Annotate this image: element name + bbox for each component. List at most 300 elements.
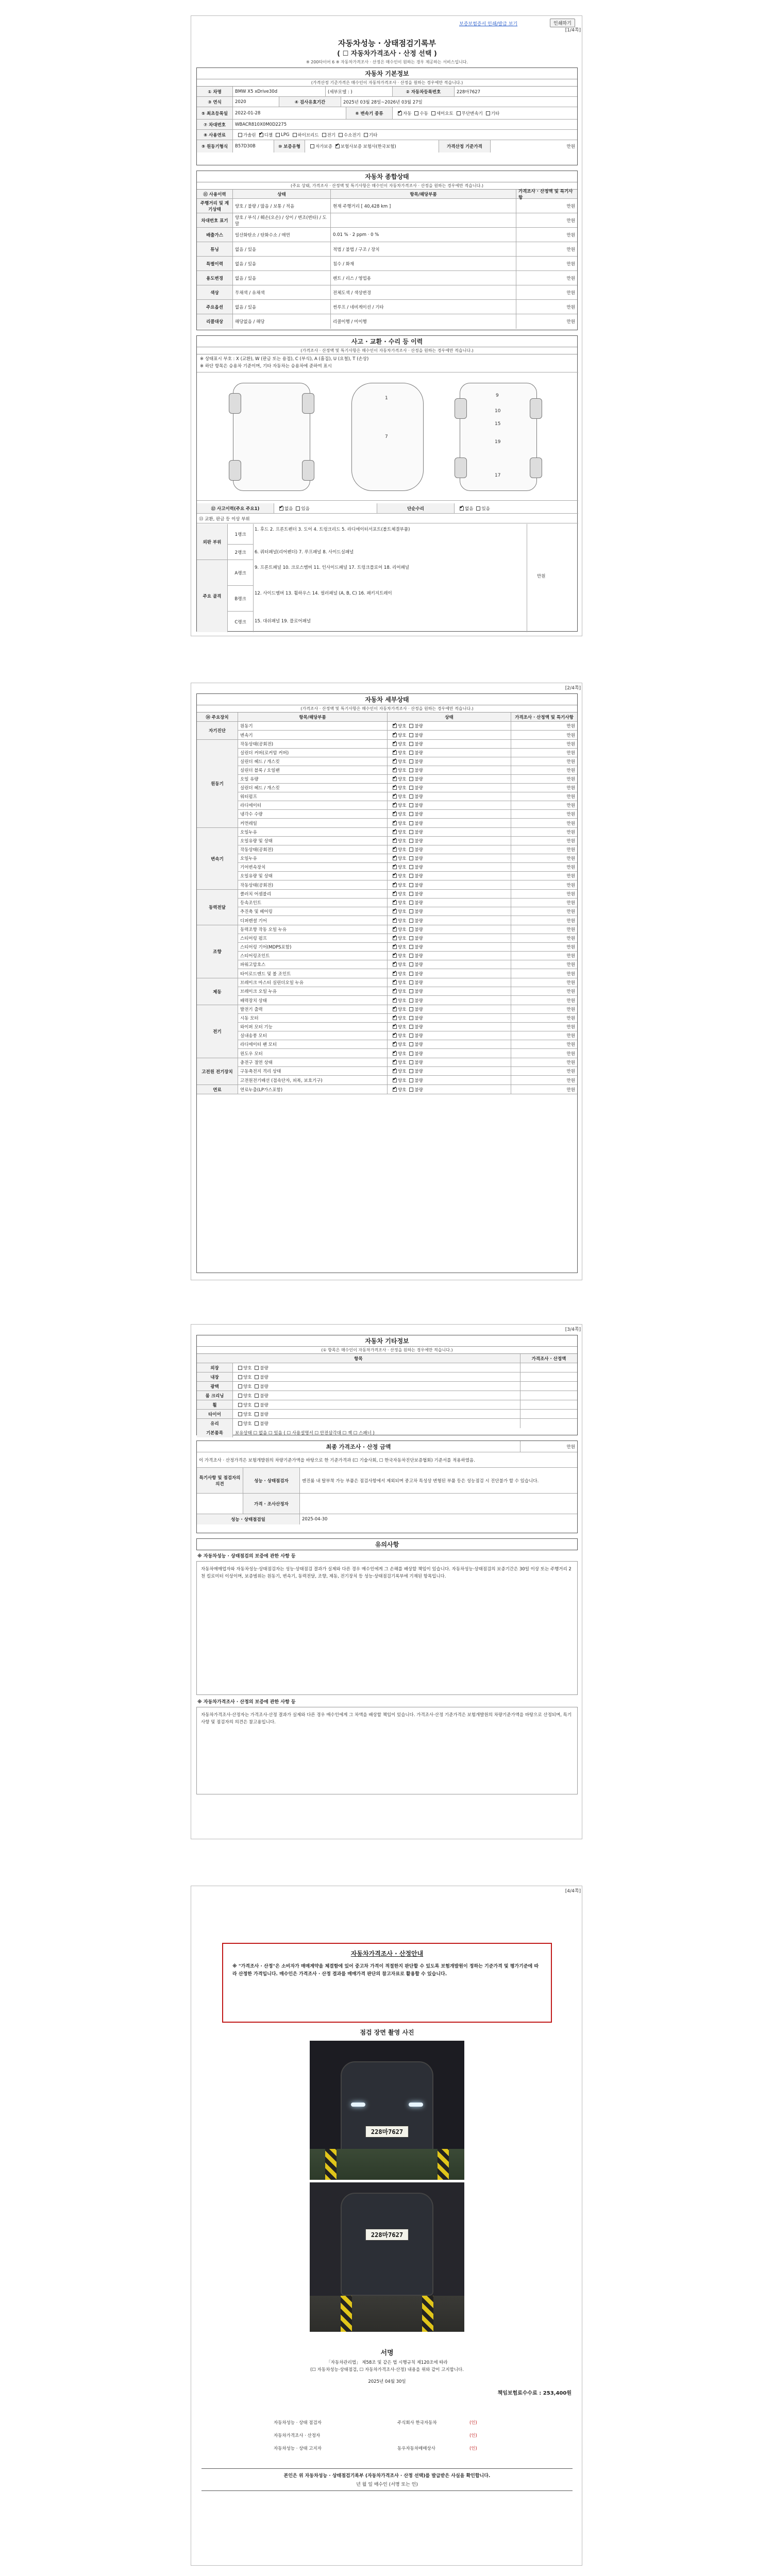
other-note: (① 항목은 매수인이 자동차가격조사 · 산정을 원하는 경우에만 적습니다.) — [197, 1347, 577, 1354]
rankC-items: 15. 대쉬패널 19. 플로어패널 — [255, 619, 311, 624]
state-good-checkbox[interactable] — [393, 803, 397, 807]
state-good-checkbox[interactable] — [238, 1366, 242, 1370]
state-bad-checkbox[interactable] — [409, 945, 413, 949]
plate-front: 228마7627 — [365, 2126, 409, 2138]
state-good-checkbox[interactable] — [393, 768, 397, 772]
state-bad-checkbox[interactable] — [409, 830, 413, 834]
detail-amt: 만원 — [566, 945, 575, 950]
state-bad-checkbox[interactable] — [409, 962, 413, 967]
detail-item: 작동상태(공회전) — [238, 880, 388, 889]
state-bad-checkbox[interactable] — [255, 1421, 259, 1426]
state-bad-checkbox[interactable] — [409, 892, 413, 896]
page-3 — [191, 1324, 582, 1839]
status-row-amt: 만원 — [566, 261, 575, 267]
status-row-item: 썬루프 / 네비게이션 / 기타 — [331, 300, 516, 314]
price-inspector-label: 가격 · 조사산정자 — [243, 1494, 300, 1514]
detail-state: ✔ 양호 불량 — [388, 872, 511, 880]
status-row-item: 전체도색 / 색상변경 — [331, 285, 516, 299]
detail-state: ✔ 양호 불량 — [388, 819, 511, 827]
detail-amt: 만원 — [566, 821, 575, 826]
frame-wheel-4 — [530, 457, 542, 478]
state-bad-checkbox[interactable] — [409, 856, 413, 860]
state-bad-checkbox[interactable] — [409, 1033, 413, 1038]
detail-row — [238, 1049, 577, 1058]
detail-state: ✔ 양호 불량 — [388, 916, 511, 925]
detail-amt: 만원 — [566, 751, 575, 756]
state-good-checkbox[interactable] — [393, 839, 397, 843]
detail-row — [238, 863, 577, 872]
model-year: 2020 — [233, 97, 279, 107]
status-row-state: 해당없음 / 해당 — [233, 314, 331, 329]
state-bad-checkbox[interactable] — [409, 1016, 413, 1020]
detail-group-items — [238, 1085, 577, 1094]
trans-manual-checkbox[interactable] — [414, 111, 418, 115]
status-row-label: 주요옵션 — [197, 300, 233, 314]
detail-group-name: 자기진단 — [197, 722, 238, 739]
wheel-rr — [302, 460, 314, 481]
detail-item: 추진축 및 베어링 — [238, 907, 388, 916]
detail-amt: 만원 — [566, 768, 575, 773]
detail-state: ✔ 양호 불량 — [388, 722, 511, 730]
state-bad-checkbox[interactable] — [409, 919, 413, 923]
detail-row — [238, 890, 577, 899]
detail-group-name: 변속기 — [197, 828, 238, 889]
state-bad-checkbox[interactable] — [409, 1060, 413, 1064]
state-bad-checkbox[interactable] — [409, 972, 413, 976]
sign-date: 2025년 04월 30일 — [368, 2379, 406, 2384]
detail-row — [238, 872, 577, 880]
state-bad-checkbox[interactable] — [409, 1042, 413, 1046]
state-bad-checkbox[interactable] — [255, 1366, 259, 1370]
state-good-checkbox[interactable] — [393, 945, 397, 949]
state-good-checkbox[interactable] — [393, 1033, 397, 1038]
price-guide-title: 자동차가격조사 · 산정안내 — [350, 1950, 424, 1957]
detail-item: 구동축전지 격리 상태 — [238, 1067, 388, 1075]
rank-amount: 만원 — [537, 574, 546, 579]
rankB-items: 12. 사이드멤버 13. 휠하우스 14. 필러패널 (A, B, C) 16. 패키지트레이 — [255, 591, 392, 596]
state-good-checkbox[interactable] — [238, 1375, 242, 1379]
state-bad-checkbox[interactable] — [409, 909, 413, 913]
state-good-checkbox[interactable] — [393, 936, 397, 940]
state-good-checkbox[interactable] — [393, 759, 397, 764]
state-good-checkbox[interactable] — [393, 724, 397, 728]
notice-title: 유의사항 — [196, 1538, 578, 1550]
detail-group-name: 조향 — [197, 925, 238, 978]
detail-group-name: 전기 — [197, 1005, 238, 1058]
state-bad-checkbox[interactable] — [409, 839, 413, 843]
detail-item: 파워고압호스 — [238, 960, 388, 969]
state-bad-checkbox[interactable] — [409, 980, 413, 985]
state-good-checkbox[interactable] — [393, 777, 397, 781]
detail-amt: 만원 — [566, 1078, 575, 1083]
detail-item: 오일 유량 — [238, 775, 388, 783]
detail-amt: 만원 — [566, 927, 575, 933]
detail-group — [197, 978, 577, 1005]
state-good-checkbox[interactable] — [393, 1088, 397, 1092]
state-good-checkbox[interactable] — [393, 989, 397, 993]
detail-amt: 만원 — [566, 1033, 575, 1039]
status-row — [197, 213, 577, 228]
state-good-checkbox[interactable] — [393, 909, 397, 913]
other-row — [197, 1391, 577, 1400]
detail-row — [238, 819, 577, 827]
footer-text-1: 본인은 위 자동차성능 · 상태점검기록부 (자동차가격조사 · 산정 선택)를 발급받은 사실을 확인합니다. — [283, 2473, 491, 2479]
rank1-label: 1랭크 — [228, 524, 254, 545]
state-good-checkbox[interactable] — [393, 1078, 397, 1082]
detail-row — [238, 1023, 577, 1031]
fuel-etc-checkbox[interactable] — [364, 133, 368, 137]
footer-text-2: 년 월 일 매수인 (서명 또는 인) — [356, 2482, 418, 2487]
status-row-label: 튜닝 — [197, 242, 233, 256]
page-number-3: [3/4쪽] — [565, 1327, 581, 1332]
detail-amt: 만원 — [566, 839, 575, 844]
state-good-checkbox[interactable] — [393, 998, 397, 1003]
status-row-label: 색상 — [197, 285, 233, 299]
state-bad-checkbox[interactable] — [409, 874, 413, 878]
warranty-options: 자가보증 ✔ 보험사보증 보험사(한국보험) — [305, 140, 439, 152]
other-row-state: 양호 불량 — [233, 1400, 520, 1409]
state-bad-checkbox[interactable] — [409, 803, 413, 807]
status-note: (주요 상태, 가격조사 · 산정액 및 특기사항은 매수인이 자동차가격조사 · 산정을 원하는 경우에만 적습니다.) — [197, 182, 577, 190]
other-row-label: 광택 — [197, 1382, 233, 1391]
status-row-amt: 만원 — [566, 232, 575, 238]
page-1 — [191, 15, 582, 636]
state-good-checkbox[interactable] — [393, 742, 397, 746]
state-good-checkbox[interactable] — [393, 874, 397, 878]
other-row-amt — [520, 1382, 577, 1391]
fuel-options: 가솔린 ✔ 디젤 LPG 하이브리드 전기 수소전기 기타 — [233, 130, 577, 140]
accident-yes-checkbox[interactable] — [296, 506, 300, 511]
detail-row — [238, 978, 577, 987]
part-number-15: 15 — [495, 421, 501, 427]
state-bad-checkbox[interactable] — [409, 794, 413, 799]
detail-state: ✔ 양호 불량 — [388, 863, 511, 871]
state-bad-checkbox[interactable] — [409, 1025, 413, 1029]
part-number-9: 9 — [496, 393, 499, 398]
status-row-amt: 만원 — [566, 319, 575, 325]
state-good-checkbox[interactable] — [393, 751, 397, 755]
detail-row — [238, 766, 577, 775]
fuel-hybrid-checkbox[interactable] — [293, 133, 297, 137]
state-bad-checkbox[interactable] — [409, 901, 413, 905]
other-row-state: 양호 불량 — [233, 1363, 520, 1372]
state-good-checkbox[interactable] — [393, 1052, 397, 1056]
state-bad-checkbox[interactable] — [409, 812, 413, 816]
detail-title: 자동차 세부상태 — [197, 694, 577, 705]
detail-amt: 만원 — [566, 856, 575, 861]
state-bad-checkbox[interactable] — [409, 1088, 413, 1092]
detail-group-items — [238, 925, 577, 978]
detail-row — [238, 1067, 577, 1076]
inspection-photo-rear — [310, 2182, 464, 2332]
fuel-lpg-checkbox[interactable] — [276, 133, 280, 137]
state-bad-checkbox[interactable] — [409, 936, 413, 940]
state-good-checkbox[interactable] — [393, 848, 397, 852]
headlamp-right — [409, 2103, 423, 2107]
detail-group-name: 원동기 — [197, 740, 238, 827]
state-bad-checkbox[interactable] — [409, 865, 413, 869]
detail-state: ✔ 양호 불량 — [388, 969, 511, 978]
accident-options: ✔ 없음 있음 — [274, 503, 377, 513]
detail-state: ✔ 양호 불량 — [388, 784, 511, 792]
repair-none-checkbox[interactable] — [460, 506, 464, 511]
state-bad-checkbox[interactable] — [255, 1384, 259, 1388]
state-good-checkbox[interactable] — [393, 1007, 397, 1011]
state-good-checkbox[interactable] — [393, 954, 397, 958]
detail-state: ✔ 양호 불량 — [388, 1040, 511, 1048]
other-row — [197, 1372, 577, 1382]
status-row-state: 양호 / 불량 / 많음 / 보통 / 적음 — [233, 199, 331, 213]
detail-row — [238, 740, 577, 749]
detail-item: 배력장치 상태 — [238, 996, 388, 1005]
trans-auto-checkbox[interactable] — [398, 111, 402, 115]
state-bad-checkbox[interactable] — [409, 848, 413, 852]
detail-amt: 만원 — [566, 724, 575, 729]
state-good-checkbox[interactable] — [393, 794, 397, 799]
state-good-checkbox[interactable] — [393, 883, 397, 887]
state-bad-checkbox[interactable] — [409, 927, 413, 931]
detail-amt: 만원 — [566, 971, 575, 977]
print-button[interactable]: 인쇄하기 — [550, 19, 575, 27]
detail-state: ✔ 양호 불량 — [388, 801, 511, 809]
detail-state: ✔ 양호 불량 — [388, 934, 511, 942]
status-row — [197, 314, 577, 329]
state-good-checkbox[interactable] — [393, 927, 397, 931]
detail-item: 실린더 블록 / 오일팬 — [238, 766, 388, 774]
year-label: ③ 연식 — [197, 97, 233, 107]
fee-line: 책임보험료수수료 : 253,400원 — [497, 2391, 572, 2396]
state-good-checkbox[interactable] — [393, 865, 397, 869]
detail-amt: 만원 — [566, 954, 575, 959]
inspection-date-label: 성능 · 상태점검일 — [197, 1514, 300, 1524]
detail-row — [238, 775, 577, 784]
detail-row — [238, 731, 577, 739]
trans-cvt-checkbox[interactable] — [457, 111, 461, 115]
fuel-diesel-checkbox[interactable] — [259, 133, 263, 137]
warranty-self-checkbox[interactable] — [310, 144, 314, 148]
detail-item: 동력조향 작동 오일 누유 — [238, 925, 388, 934]
state-bad-checkbox[interactable] — [409, 733, 413, 737]
signer-perf: 자동차성능 · 상태 점검자 주식회사 한국자동차 (인) — [274, 2420, 477, 2426]
sign-title: 서명 — [380, 2349, 394, 2357]
notice-text-2: 자동차가격조사·산정자는 가격조사·산정 결과가 실제와 다른 경우 매수인에게 그 차액을 배상할 책임이 있습니다. 가격조사·산정 기준가격은 보험개발원의 차량기준가액을 바탕으로 산정되며, 특기사항 및 점검자의 의견은 참고용입니다. — [196, 1707, 578, 1794]
status-row-amt: 만원 — [566, 276, 575, 281]
insurance-link[interactable]: 보증보험증서 인쇄/발급 보기 — [459, 22, 518, 27]
detail-group — [197, 1058, 577, 1085]
status-row-amt: 만원 — [566, 304, 575, 310]
detail-amt: 만원 — [566, 786, 575, 791]
fuel-hydrogen-checkbox[interactable] — [339, 133, 343, 137]
basic-info-title: 자동차 기본정보 — [197, 68, 577, 79]
state-good-checkbox[interactable] — [393, 962, 397, 967]
detail-state: ✔ 양호 불량 — [388, 1067, 511, 1075]
state-bad-checkbox[interactable] — [409, 1078, 413, 1082]
vin-number: WBACR810X0M0D2275 — [235, 122, 287, 127]
page-4 — [191, 1886, 582, 2566]
state-good-checkbox[interactable] — [393, 821, 397, 825]
status-header-state: 상태 — [233, 190, 331, 198]
photos-title: 점검 장면 촬영 사진 — [360, 2029, 414, 2036]
state-good-checkbox[interactable] — [393, 812, 397, 816]
status-row-state: 없음 / 있음 — [233, 257, 331, 270]
detail-row — [238, 916, 577, 925]
status-row-label: 용도변경 — [197, 271, 233, 285]
state-good-checkbox[interactable] — [238, 1384, 242, 1388]
detail-amt: 만원 — [566, 1087, 575, 1093]
state-bad-checkbox[interactable] — [409, 768, 413, 772]
detail-item: 작동상태(공회전) — [238, 740, 388, 748]
detail-group-items — [238, 890, 577, 925]
detail-item: 실내송풍 모터 — [238, 1031, 388, 1040]
price-guide-box — [222, 1943, 552, 2023]
state-good-checkbox[interactable] — [393, 919, 397, 923]
state-good-checkbox[interactable] — [393, 856, 397, 860]
state-good-checkbox[interactable] — [393, 892, 397, 896]
status-row-item: 렌트 / 리스 / 영업용 — [331, 271, 516, 285]
state-good-checkbox[interactable] — [393, 830, 397, 834]
detail-amt: 만원 — [566, 883, 575, 888]
other-row — [197, 1419, 577, 1428]
detail-state: ✔ 양호 불량 — [388, 899, 511, 907]
detail-row — [238, 757, 577, 766]
state-good-checkbox[interactable] — [393, 1025, 397, 1029]
detail-item: 실린더 헤드 / 개스킷 — [238, 757, 388, 766]
status-row-amt: 만원 — [566, 204, 575, 209]
price-guide-text: ※ "가격조사 · 산정"은 소비자가 매매계약을 체결함에 있어 중고차 가격이 적절한지 판단할 수 있도록 보험개발원이 정하는 기준가격 및 평가기준에 따라 산정한 가격입니다. 매수인은 가격조사 · 산정 결과를 매매가격 판단의 참고자료로 활용할 수 있습니다. — [232, 1964, 539, 1977]
detail-row — [238, 1005, 577, 1014]
detail-amt: 만원 — [566, 1051, 575, 1057]
detail-row — [238, 845, 577, 854]
fuel-ev-checkbox[interactable] — [322, 133, 326, 137]
state-bad-checkbox[interactable] — [409, 786, 413, 790]
detail-row — [238, 934, 577, 943]
state-bad-checkbox[interactable] — [255, 1375, 259, 1379]
state-good-checkbox[interactable] — [393, 1069, 397, 1073]
detail-amt: 만원 — [566, 909, 575, 914]
state-good-checkbox[interactable] — [238, 1421, 242, 1426]
engine-label: ⑨ 원동기형식 — [197, 140, 233, 152]
trans-options: ✔ 자동 수동 세미오토 무단변속기 기타 — [393, 107, 577, 119]
other-row-state: 양호 불량 — [233, 1419, 520, 1428]
state-bad-checkbox[interactable] — [409, 751, 413, 755]
warranty-insurer-checkbox[interactable] — [335, 144, 340, 148]
detail-state: ✔ 양호 불량 — [388, 890, 511, 898]
accident-none-checkbox[interactable] — [279, 506, 283, 511]
detail-row — [238, 749, 577, 757]
rank2-label: 2랭크 — [228, 545, 254, 560]
detail-amt: 만원 — [566, 865, 575, 870]
detail-state: ✔ 양호 불량 — [388, 987, 511, 995]
state-good-checkbox[interactable] — [238, 1403, 242, 1407]
signer-seller: 자동차성능 · 상태 고지자 동우자동차매매상사 (인) — [274, 2446, 477, 2451]
other-row-amt — [520, 1410, 577, 1418]
state-good-checkbox[interactable] — [238, 1394, 242, 1398]
state-bad-checkbox[interactable] — [409, 954, 413, 958]
part-number-7: 7 — [385, 434, 388, 439]
state-bad-checkbox[interactable] — [255, 1403, 259, 1407]
state-bad-checkbox[interactable] — [409, 989, 413, 993]
frame-wheel-2 — [530, 398, 542, 419]
vin-label: ⑦ 차대번호 — [197, 120, 233, 129]
state-bad-checkbox[interactable] — [409, 821, 413, 825]
trans-semi-checkbox[interactable] — [431, 111, 435, 115]
notice-heading-1: ※ 자동차성능 · 상태점검의 보증에 관한 사항 등 — [197, 1554, 296, 1559]
detail-state: ✔ 양호 불량 — [388, 1058, 511, 1066]
detail-amt: 만원 — [566, 777, 575, 782]
state-bad-checkbox[interactable] — [409, 1069, 413, 1073]
status-header-use: ⑪ 사용이력 — [197, 190, 233, 198]
state-bad-checkbox[interactable] — [409, 1052, 413, 1056]
other-row-label: 내장 — [197, 1372, 233, 1381]
detail-item: 충전구 절연 상태 — [238, 1058, 388, 1066]
detail-item: 스티어링 기어(MDPS포함) — [238, 943, 388, 951]
detail-amt: 만원 — [566, 874, 575, 879]
state-good-checkbox[interactable] — [393, 972, 397, 976]
state-bad-checkbox[interactable] — [409, 777, 413, 781]
exchange-label: ⑬ 교환, 판금 등 이상 부위 — [199, 516, 250, 522]
detail-state: ✔ 양호 불량 — [388, 1049, 511, 1058]
car-front-shape — [341, 2061, 433, 2159]
detail-row — [238, 952, 577, 960]
detail-item: 실린더 커버(로커암 커버) — [238, 749, 388, 757]
state-good-checkbox[interactable] — [393, 733, 397, 737]
trans-etc-checkbox[interactable] — [486, 111, 490, 115]
other-row-label: 외장 — [197, 1363, 233, 1372]
repair-yes-checkbox[interactable] — [476, 506, 480, 511]
detail-amt: 만원 — [566, 759, 575, 765]
frame-wheel-1 — [455, 398, 467, 419]
first-reg-label: ⑤ 최초등록일 — [197, 107, 233, 119]
state-bad-checkbox[interactable] — [409, 1007, 413, 1011]
state-bad-checkbox[interactable] — [409, 724, 413, 728]
state-bad-checkbox[interactable] — [409, 883, 413, 887]
detail-item: 고전원전기배선 (접속단자, 피복, 보호기구) — [238, 1076, 388, 1084]
detail-amt: 만원 — [566, 794, 575, 800]
detail-amt: 만원 — [566, 812, 575, 817]
state-good-checkbox[interactable] — [393, 980, 397, 985]
detail-item: 디퍼렌셜 기어 — [238, 916, 388, 925]
state-good-checkbox[interactable] — [393, 1060, 397, 1064]
detail-amt: 만원 — [566, 998, 575, 1004]
status-row-item: 적법 / 불법 / 구조 / 장치 — [331, 242, 516, 256]
reg-number: 228마7627 — [457, 89, 481, 95]
detail-amt: 만원 — [566, 1016, 575, 1021]
state-good-checkbox[interactable] — [238, 1412, 242, 1416]
state-good-checkbox[interactable] — [393, 786, 397, 790]
state-bad-checkbox[interactable] — [255, 1412, 259, 1416]
state-good-checkbox[interactable] — [393, 901, 397, 905]
seller-org: 동우자동차매매상사 — [397, 2446, 435, 2451]
seal-3: (인) — [469, 2446, 477, 2451]
detail-group-items — [238, 978, 577, 1005]
state-bad-checkbox[interactable] — [409, 742, 413, 746]
state-bad-checkbox[interactable] — [409, 998, 413, 1003]
status-row-state: 양호 / 부식 / 훼손(오손) / 상이 / 변조(변타) / 도말 — [233, 213, 331, 227]
page-2 — [191, 683, 582, 1280]
detail-state: ✔ 양호 불량 — [388, 775, 511, 783]
state-bad-checkbox[interactable] — [409, 759, 413, 764]
detail-state: ✔ 양호 불량 — [388, 837, 511, 845]
perf-inspector-label: 성능 · 상태점검자 — [243, 1468, 300, 1493]
state-good-checkbox[interactable] — [393, 1042, 397, 1046]
state-bad-checkbox[interactable] — [255, 1394, 259, 1398]
detail-row — [238, 854, 577, 863]
status-row — [197, 300, 577, 314]
detail-row — [238, 828, 577, 837]
state-good-checkbox[interactable] — [393, 1016, 397, 1020]
car-outline-left — [233, 383, 310, 491]
fuel-gasoline-checkbox[interactable] — [238, 133, 242, 137]
